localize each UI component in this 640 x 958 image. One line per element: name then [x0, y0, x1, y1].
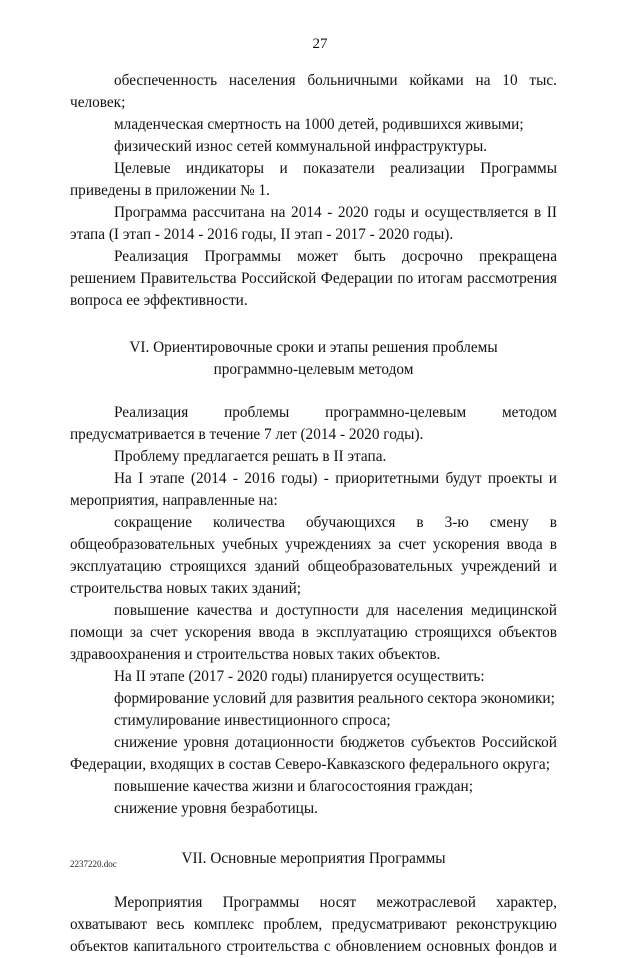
paragraph: Мероприятия Программы носят межотраслевой характер, охватывают весь комплекс проблем, предусматривают реконструкцию объектов капитального строительства с обновлением основных фондов и [70, 894, 557, 955]
paragraph: обеспеченность населения больничными койками на 10 тыс. человек; [70, 72, 557, 111]
section-heading-vii: VII. Основные мероприятия Программы [181, 850, 446, 867]
list-item: повышение качества жизни и благосостояния граждан; [114, 778, 473, 795]
paragraph: На I этапе (2014 - 2016 годы) - приоритетными будут проекты и мероприятия, направленные на: [70, 470, 557, 509]
paragraph: Реализация Программы может быть досрочно прекращена решением Правительства Российской Федерации по итогам рассмотрения вопроса ее эффективности. [70, 248, 557, 309]
paragraph: младенческая смертность на 1000 детей, родившихся живыми; [114, 116, 524, 133]
list-item: повышение качества и доступности для населения медицинской помощи за счет ускорения ввода в эксплуатацию строящихся объектов здравоохранения и строительства новых таких объектов. [70, 602, 557, 663]
paragraph: Программа рассчитана на 2014 - 2020 годы и осуществляется в II этапа (I этап - 2014 - 2016 годы, II этап - 2017 - 2020 годы). [70, 204, 557, 243]
paragraph: Целевые индикаторы и показатели реализации Программы приведены в приложении № 1. [70, 160, 557, 199]
document-file-id: 2237220.doc [70, 859, 117, 869]
list-item: стимулирование инвестиционного спроса; [114, 712, 391, 729]
paragraph: На II этапе (2017 - 2020 годы) планируется осуществить: [114, 668, 485, 685]
list-item: снижение уровня безработицы. [114, 800, 318, 817]
section-heading-vi-line1: VI. Ориентировочные сроки и этапы решения проблемы [129, 339, 498, 356]
paragraph: физический износ сетей коммунальной инфраструктуры. [114, 138, 488, 155]
section-heading-vi-line2: программно-целевым методом [213, 361, 414, 378]
list-item: снижение уровня дотационности бюджетов субъектов Российской Федерации, входящих в состав Северо-Кавказского федерального округа; [70, 734, 557, 773]
paragraph: Проблему предлагается решать в II этапа. [114, 448, 387, 465]
list-item: сокращение количества обучающихся в 3-ю смену в общеобразовательных учебных учреждениях за счет ускорения ввода в эксплуатацию строящихся зданий общеобразовательных учреждений и строительства новых таких зданий; [70, 514, 557, 597]
list-item: формирование условий для развития реального сектора экономики; [114, 690, 555, 707]
paragraph: Реализация проблемы программно-целевым методом предусматривается в течение 7 лет (2014 - 2020 годы). [70, 404, 557, 443]
page-number: 27 [312, 36, 328, 52]
document-body [70, 70, 557, 958]
